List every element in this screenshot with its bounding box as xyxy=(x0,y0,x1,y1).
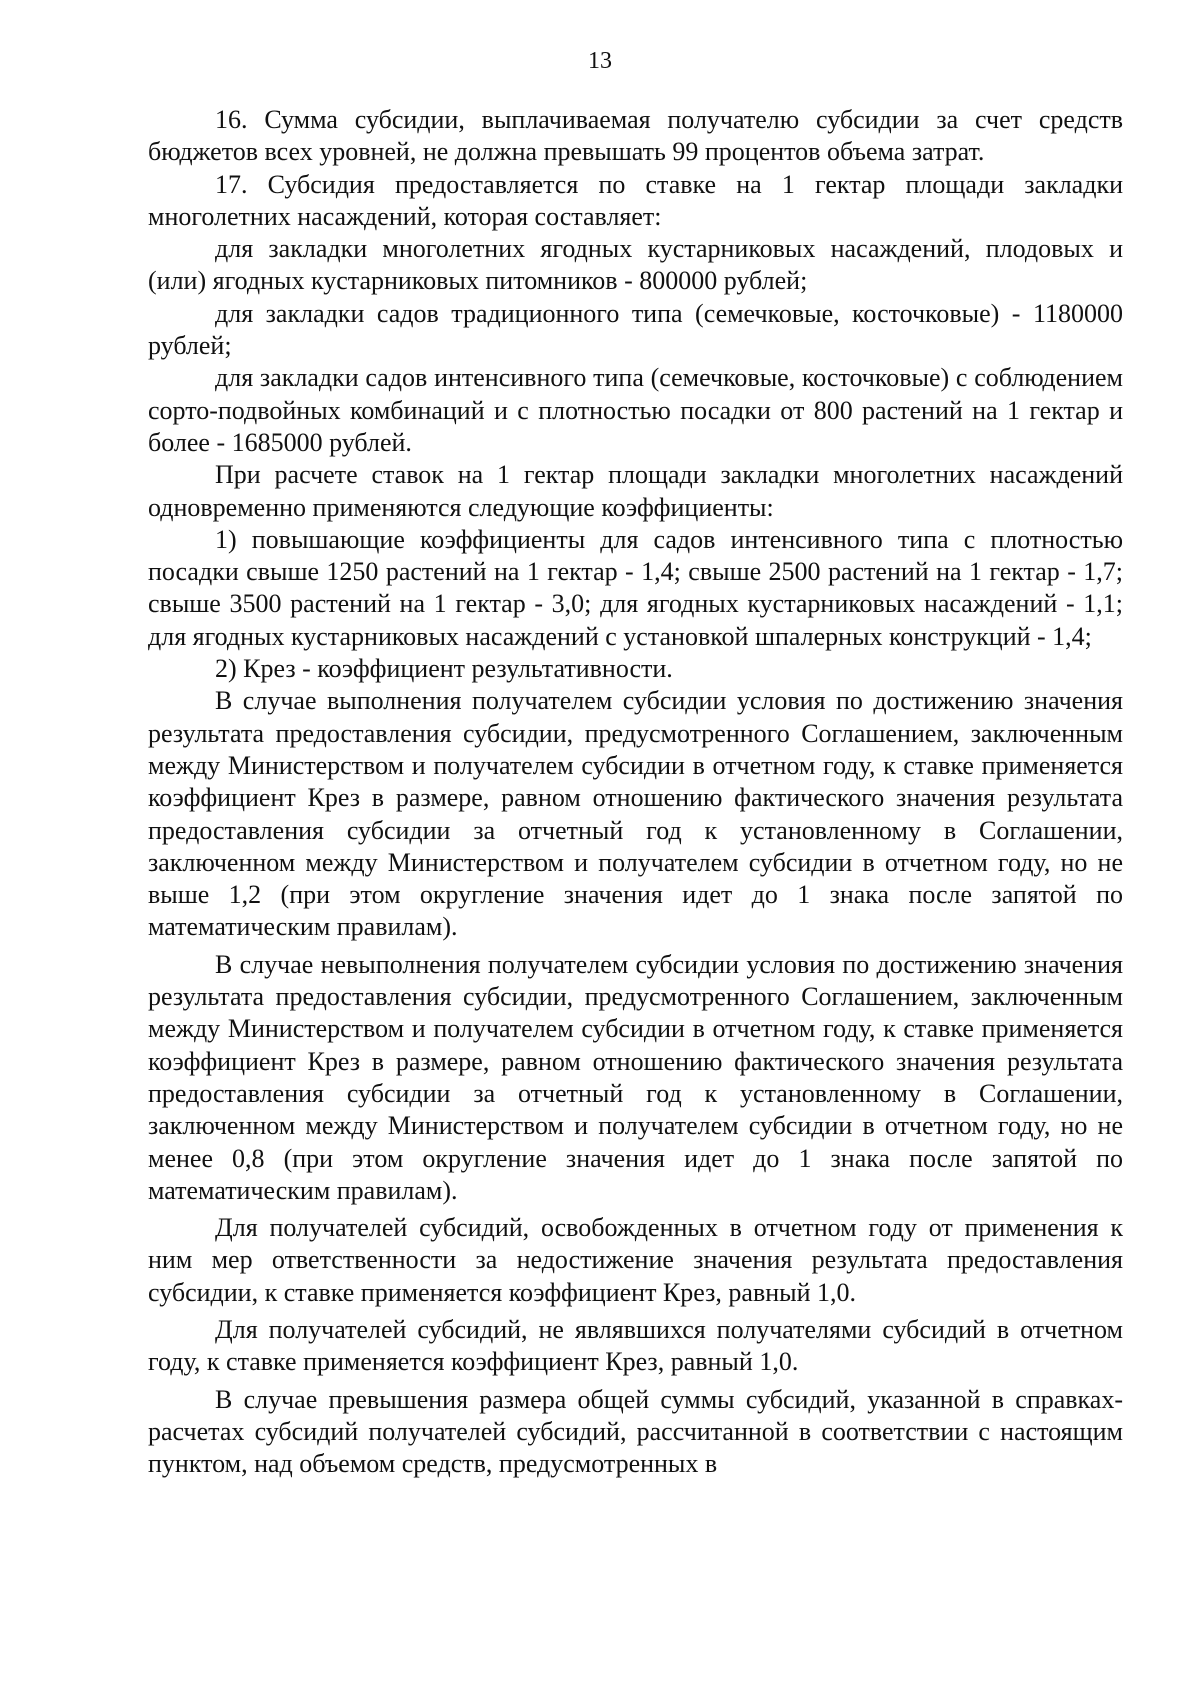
paragraph-17-subsidy-rate: 17. Субсидия предоставляется по ставке на 1 гектар площади закладки многолетних насаждений, которая составляет: xyxy=(148,169,1123,231)
kres-new-recipients: Для получателей субсидий, не являвшихся получателями субсидий в отчетном году, к ставке применяется коэффициент Крез, равный 1,0. xyxy=(148,1314,1123,1377)
kres-fulfilled-condition: В случае выполнения получателем субсидии условия по достижению значения результата предоставления субсидии, предусмотренного Соглашением, заключенным между Министерством и получателем субсидии в отчетном году, к ставке применяется коэффициент Крез в размере, равном отношению фактического значения результата предоставления субсидии за отчетный год к установленному в Соглашении, заключенном между Министерством и получателем субсидии в отчетном году, но не выше 1,2 (при этом округление значения идет до 1 знака после запятой по математическим правилам). xyxy=(148,686,1123,942)
coefficient-increasing: 1) повышающие коэффициенты для садов интенсивного типа с плотностью посадки свыше 1250 растений на 1 гектар - 1,4; свыше 2500 растений на 1 гектар - 1,7; свыше 3500 растений на 1 гектар - 3,0; для ягодных кустарниковых насаждений - 1,1; для ягодных кустарниковых насаждений с установкой шпалерных конструкций - 1,4; xyxy=(148,524,1123,651)
rate-berry-nurseries: для закладки многолетних ягодных кустарниковых насаждений, плодовых и (или) ягодных кустарниковых питомников - 800000 рублей; xyxy=(148,234,1123,296)
page-number: 13 xyxy=(588,48,612,74)
kres-unfulfilled-condition: В случае невыполнения получателем субсидии условия по достижению значения результата предоставления субсидии, предусмотренного Соглашением, заключенным между Министерством и получателем субсидии в отчетном году, к ставке применяется коэффициент Крез в размере, равном отношению фактического значения результата предоставления субсидии за отчетный год к установленному в Соглашении, заключенном между Министерством и получателем субсидии в отчетном году, но не менее 0,8 (при этом округление значения идет до 1 знака после запятой по математическим правилам). xyxy=(148,949,1123,1205)
coefficients-intro: При расчете ставок на 1 гектар площади закладки многолетних насаждений одновременно применяются следующие коэффициенты: xyxy=(148,460,1123,522)
rate-traditional-gardens: для закладки садов традиционного типа (семечковые, косточковые) - 1180000 рублей; xyxy=(148,298,1123,361)
document-body xyxy=(148,104,1123,1480)
paragraph-16-subsidy-limit: 16. Сумма субсидии, выплачиваемая получателю субсидии за счет средств бюджетов всех уровней, не должна превышать 99 процентов объема затрат. xyxy=(148,105,1123,167)
excess-subsidy-paragraph: В случае превышения размера общей суммы субсидий, указанной в справках-расчетах субсидий получателей субсидий, рассчитанной в соответствии с настоящим пунктом, над объемом средств, предусмотренных в xyxy=(148,1384,1123,1479)
rate-intensive-gardens: для закладки садов интенсивного типа (семечковые, косточковые) с соблюдением сорто-подвойных комбинаций и с плотностью посадки от 800 растений на 1 гектар и более - 1685000 рублей. xyxy=(148,363,1123,457)
kres-exempt-recipients: Для получателей субсидий, освобожденных в отчетном году от применения к ним мер ответственности за недостижение значения результата предоставления субсидии, к ставке применяется коэффициент Крез, равный 1,0. xyxy=(148,1213,1123,1307)
coefficient-kres: 2) Крез - коэффициент результативности. xyxy=(215,654,673,684)
